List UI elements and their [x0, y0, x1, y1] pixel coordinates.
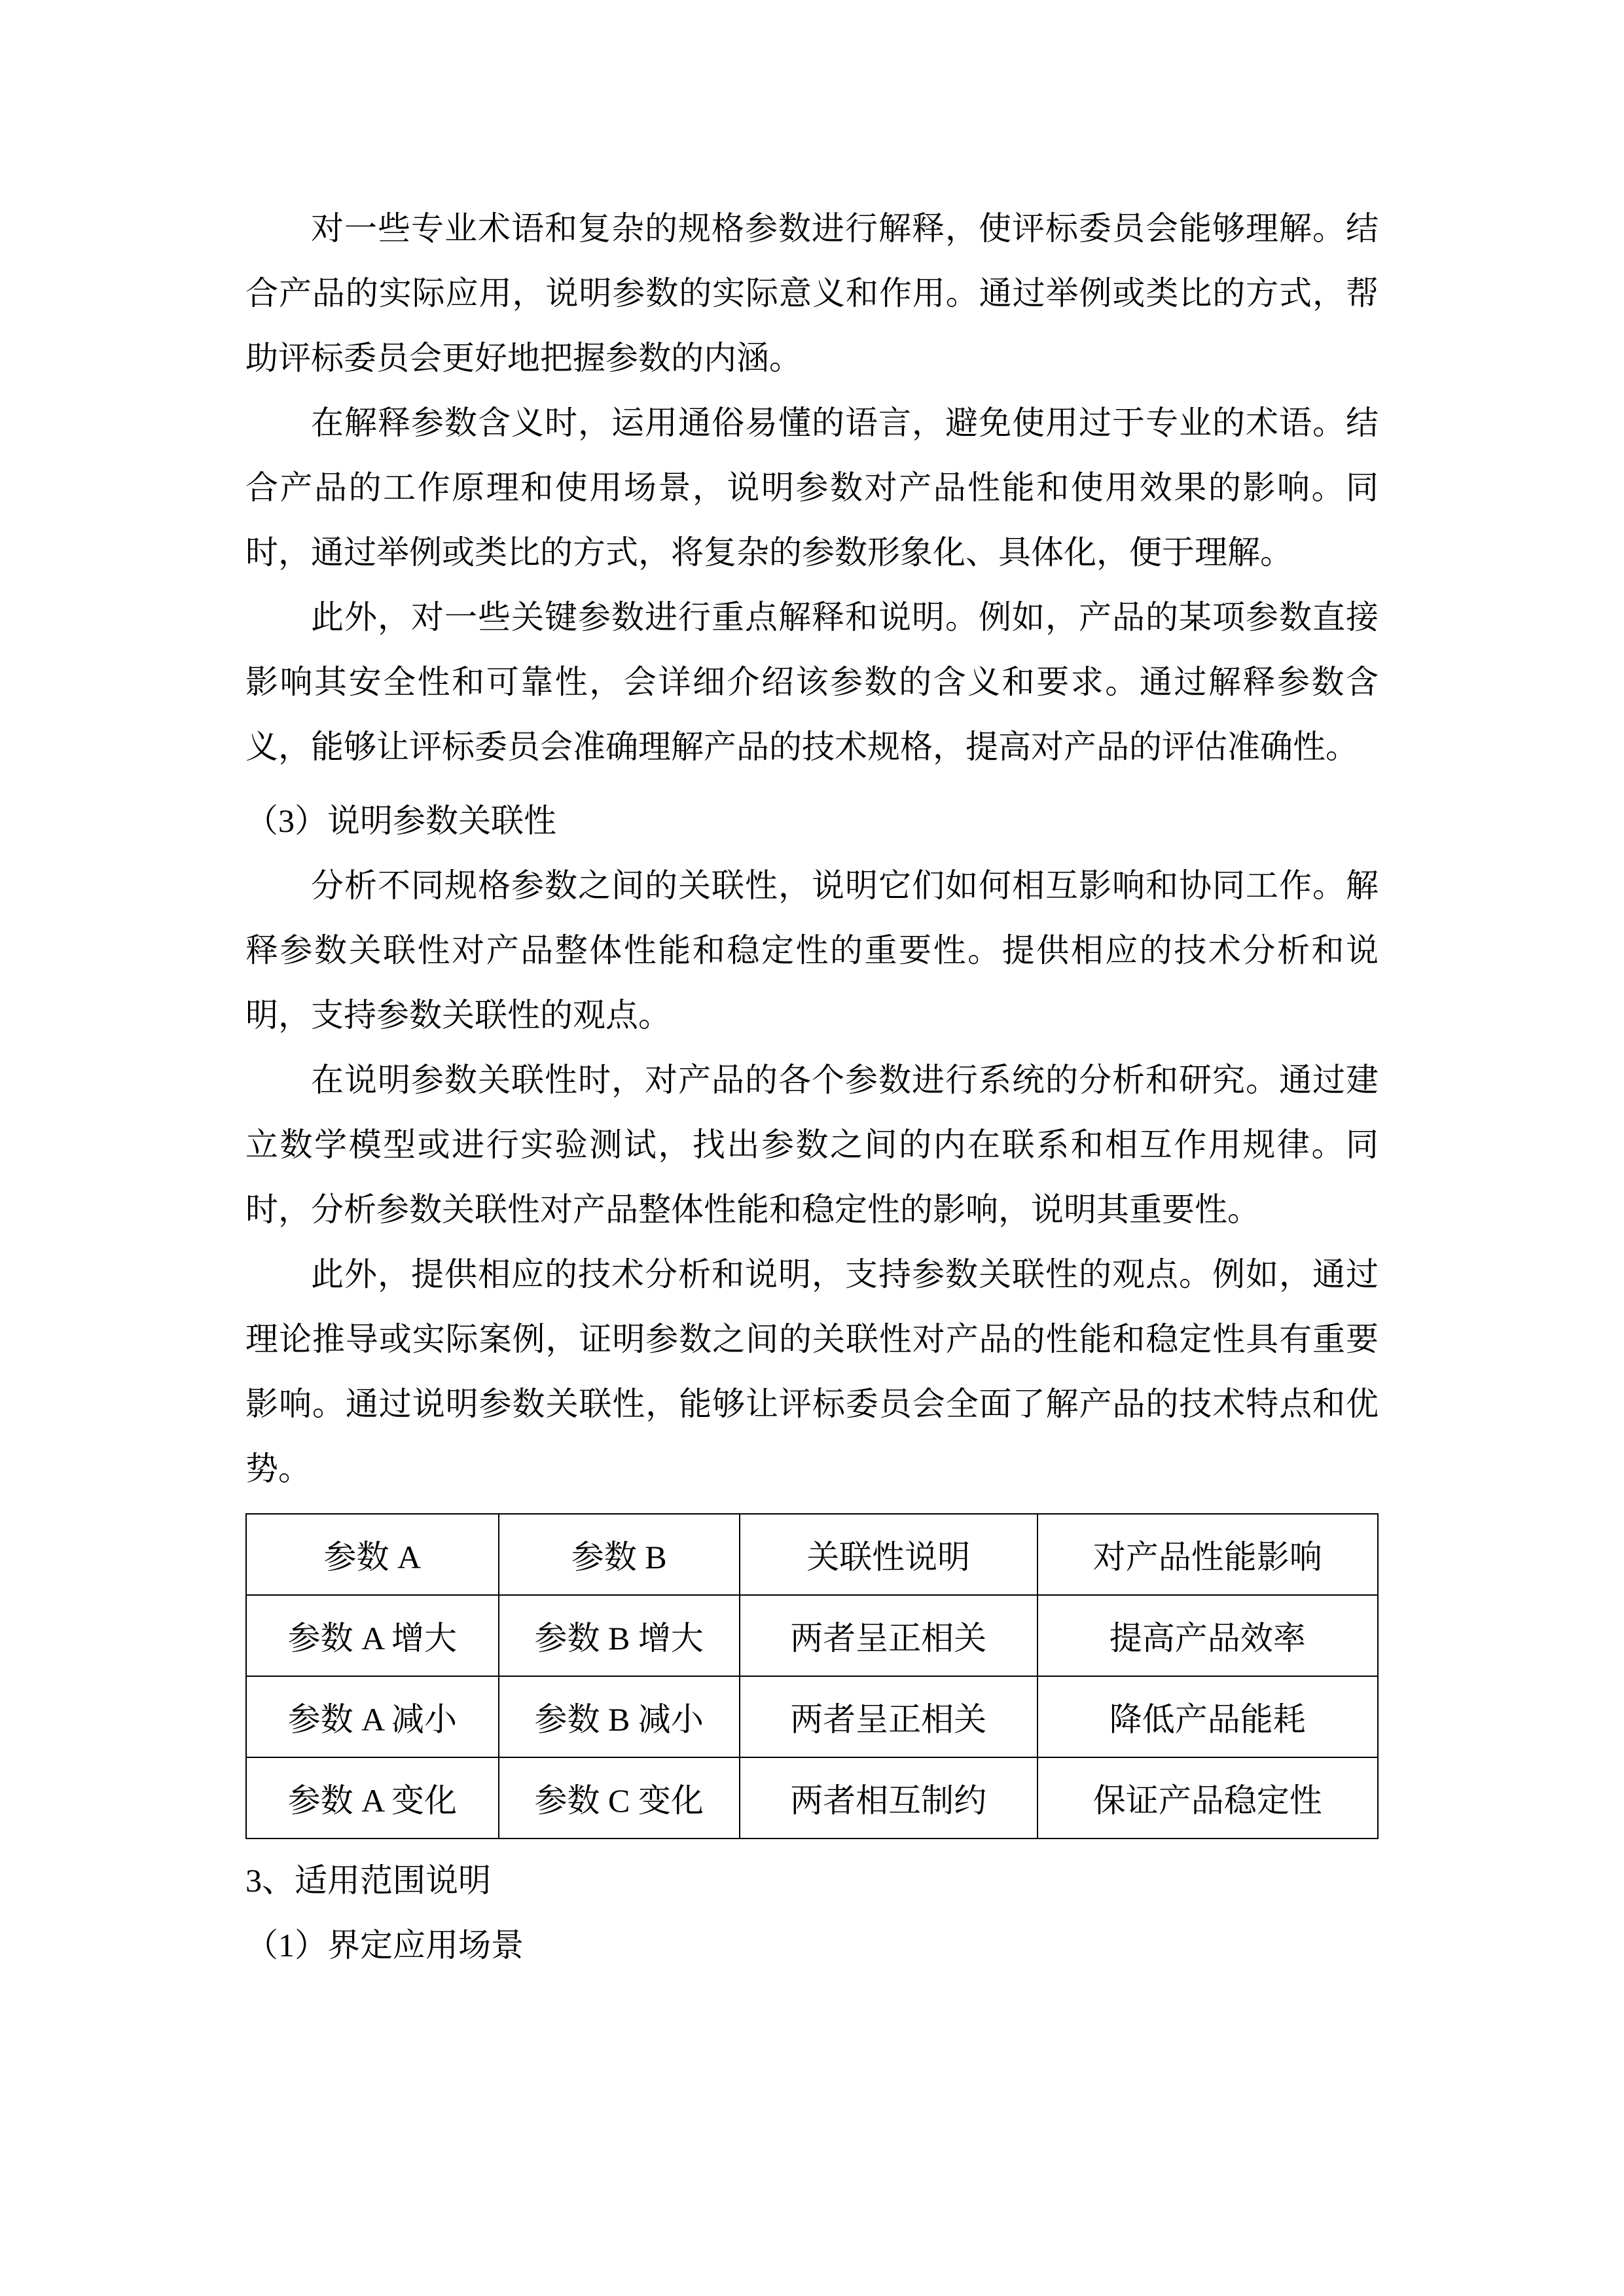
table-cell: 两者相互制约 [740, 1757, 1038, 1839]
table-cell: 保证产品稳定性 [1038, 1757, 1378, 1839]
paragraph: 对一些专业术语和复杂的规格参数进行解释，使评标委员会能够理解。结合产品的实际应用，说明参数的实际意义和作用。通过举例或类比的方式，帮助评标委员会更好地把握参数的内涵。 [245, 210, 1379, 376]
paragraph: 此外，提供相应的技术分析和说明，支持参数关联性的观点。例如，通过理论推导或实际案例，证明参数之间的关联性对产品的性能和稳定性具有重要影响。通过说明参数关联性，能够让评标委员会全面了解产品的技术特点和优势。 [245, 1256, 1379, 1487]
parameter-relation-table [245, 1513, 1379, 1839]
paragraph: 在解释参数含义时，运用通俗易懂的语言，避免使用过于专业的术语。结合产品的工作原理和使用场景，说明参数对产品性能和使用效果的影响。同时，通过举例或类比的方式，将复杂的参数形象化、具体化，便于理解。 [245, 404, 1379, 571]
section-heading-scope: 3、适用范围说明 [245, 1862, 491, 1899]
table-row [246, 1676, 1378, 1757]
table-cell: 提高产品效率 [1038, 1595, 1378, 1676]
table-cell: 两者呈正相关 [740, 1595, 1038, 1676]
paragraph: 分析不同规格参数之间的关联性，说明它们如何相互影响和协同工作。解释参数关联性对产品整体性能和稳定性的重要性。提供相应的技术分析和说明，支持参数关联性的观点。 [245, 867, 1379, 1033]
table-cell: 参数 B 增大 [499, 1595, 740, 1676]
table-row [246, 1757, 1378, 1839]
paragraph: 在说明参数关联性时，对产品的各个参数进行系统的分析和研究。通过建立数学模型或进行实验测试，找出参数之间的内在联系和相互作用规律。同时，分析参数关联性对产品整体性能和稳定性的影响，说明其重要性。 [245, 1062, 1379, 1228]
table-cell: 参数 A 减小 [246, 1676, 499, 1757]
table-cell: 参数 A 变化 [246, 1757, 499, 1839]
table-header-row [246, 1514, 1378, 1595]
table-row [246, 1595, 1378, 1676]
table-cell: 两者呈正相关 [740, 1676, 1038, 1757]
table-header-cell: 参数 B [499, 1514, 740, 1595]
section-heading-parameter-relation: （3）说明参数关联性 [245, 802, 556, 839]
table-header-cell: 关联性说明 [740, 1514, 1038, 1595]
table-header-cell: 对产品性能影响 [1038, 1514, 1378, 1595]
section-heading-application-scene: （1）界定应用场景 [245, 1927, 524, 1964]
table-cell: 参数 C 变化 [499, 1757, 740, 1839]
table-header-cell: 参数 A [246, 1514, 499, 1595]
table-cell: 参数 A 增大 [246, 1595, 499, 1676]
document-body [245, 196, 1379, 1978]
paragraph: 此外，对一些关键参数进行重点解释和说明。例如，产品的某项参数直接影响其安全性和可靠性，会详细介绍该参数的含义和要求。通过解释参数含义，能够让评标委员会准确理解产品的技术规格，提高对产品的评估准确性。 [245, 599, 1379, 765]
table-cell: 参数 B 减小 [499, 1676, 740, 1757]
table-cell: 降低产品能耗 [1038, 1676, 1378, 1757]
